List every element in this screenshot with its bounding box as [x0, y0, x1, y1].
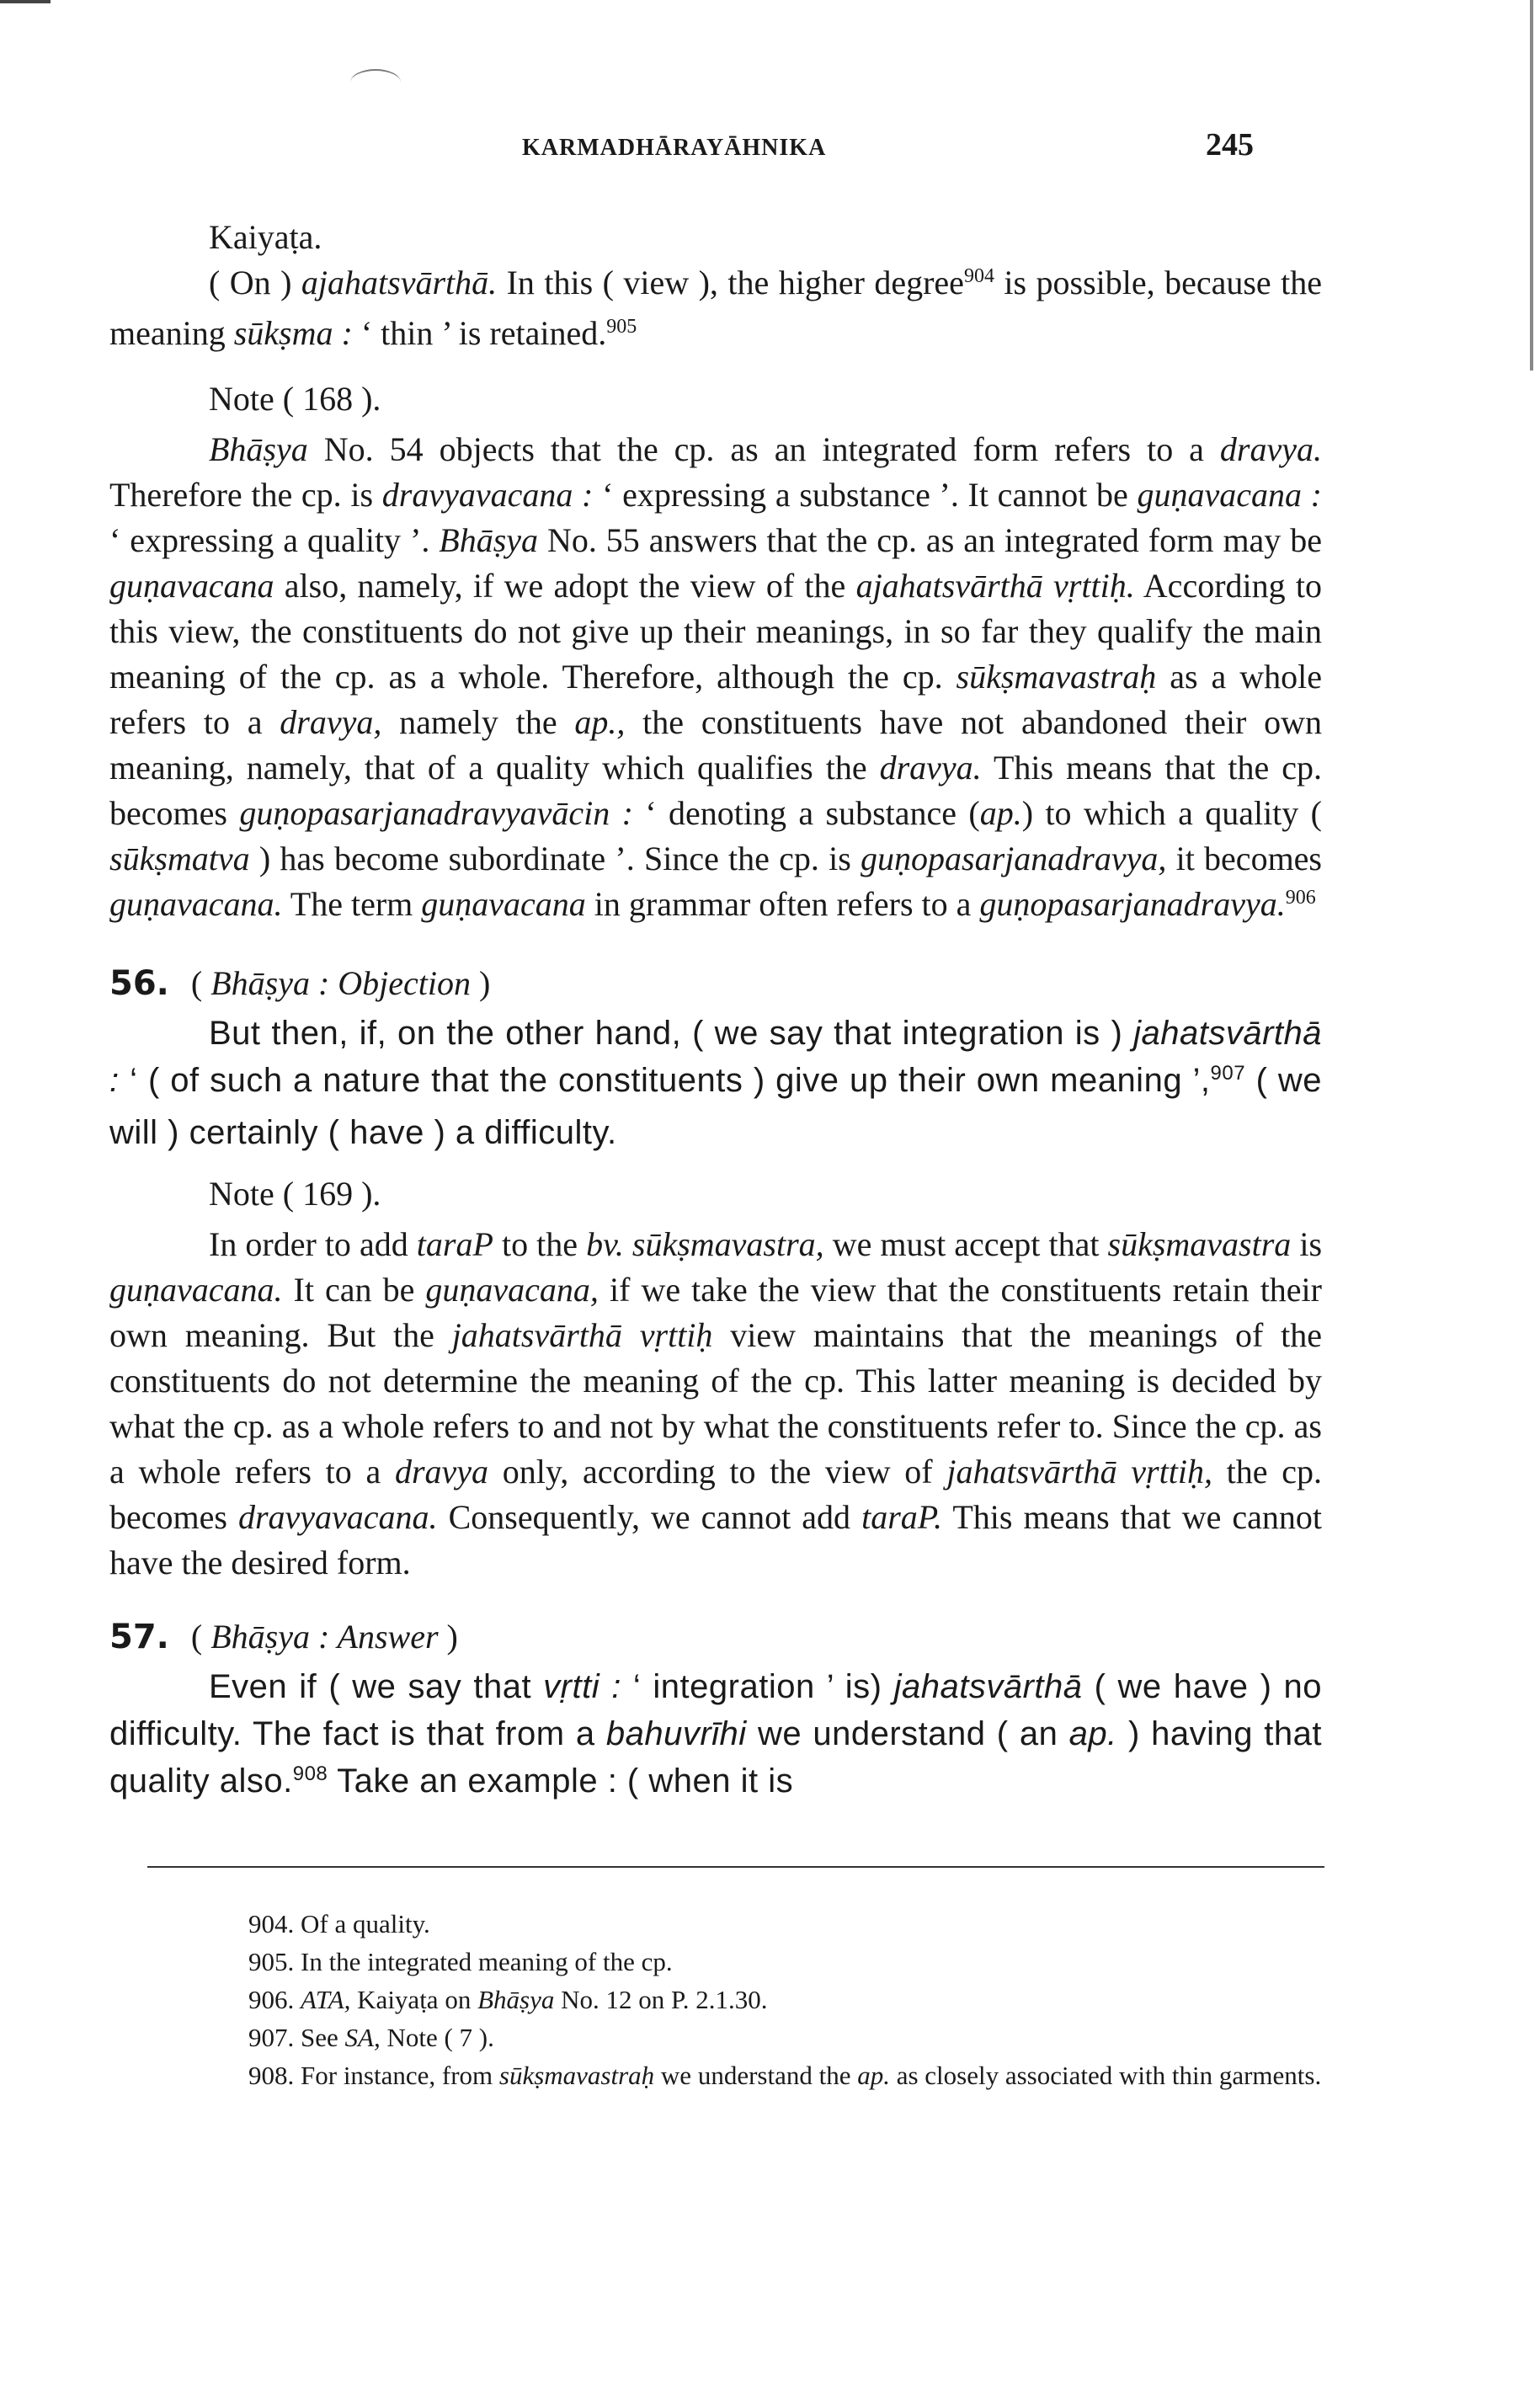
pencil-mark	[350, 69, 401, 96]
section-number: 56.	[109, 964, 169, 1003]
footnote-ref: 906	[1285, 887, 1316, 909]
paragraph: ( On ) ajahatsvārthā. In this ( view ), the higher degree$^{904}$ is possible, because the meaning sūkṣma : ‘ thin ’ is retained.$^{905}$	[109, 264, 1323, 352]
translation-paragraph: Even if ( we say that vṛtti : ‘ integration ’ is) jahatsvārthā ( we have ) no difficulty. The fact is that from a bahuvrīhi we understand ( an ap. ) having that quality also.$^{908}$ Take an example : ( when it is	[109, 1668, 1323, 1800]
section-number: 57.	[109, 1618, 169, 1656]
paragraph: Bhāṣya No. 54 objects that the cp. as an integrated form refers to a dravya. Therefore the cp. is dravyavacana : ‘ expressing a substance ’. It cannot be guṇavacana : ‘ expressing a quality ’. Bhāṣya No. 55 answers that the cp. as an integrated form may be guṇavacana also, namely, if we adopt the view of the ajahatsvārthā vṛttiḥ. According to this view, the constituents do not give up their meanings, in so far they qualify the main meaning of the cp. as a whole. Therefore, although the cp. sūkṣmavastraḥ as a whole refers to a dravya, namely the ap., the constituents have not abandoned their own meaning, namely, that of a quality which qualifies the dravya. This means that the cp. becomes guṇopasarjanadravyavācin : ‘ denoting a substance (ap.) to which a quality ( sūkṣmatva ) has become subordinate ’. Since the cp. is guṇopasarjanadravya, it becomes guṇavacana. The term guṇavacana in grammar often refers to a guṇopasarjanadravya.$^{906}$	[109, 430, 1323, 923]
footnote-904: 904. Of a quality.	[248, 1909, 430, 1938]
footnote-908: 908. For instance, from sūkṣmavastraḥ we understand the ap. as closely associated with thin garments.	[248, 2061, 1322, 2090]
page-number: 245	[1206, 127, 1254, 163]
footnote-906: 906. ATA, Kaiyaṭa on Bhāṣya No. 12 on P. 2.1.30.	[248, 1985, 768, 2014]
translation-paragraph: But then, if, on the other hand, ( we say that integration is ) jahatsvārthā : ‘ ( of such a nature that the constituents ) give up their own meaning ’,$^{907}$ ( we will ) certainly ( have ) a difficulty.	[109, 1015, 1322, 1151]
footnote-905: 905. In the integrated meaning of the cp.	[248, 1947, 673, 1976]
footnote-ref: 905	[606, 316, 637, 338]
section-heading-57: 57. ( Bhāṣya : Answer )	[109, 1618, 458, 1656]
scan-edge-mark	[1530, 0, 1533, 371]
footnote-ref: 904	[963, 265, 994, 287]
footnote-ref: 908	[292, 1762, 328, 1785]
scan-edge-mark	[0, 0, 51, 3]
paragraph: In order to add taraP to the bv. sūkṣmavastra, we must accept that sūkṣmavastra is guṇavacana. It can be guṇavacana, if we take the view that the constituents retain their own meaning. But the jahatsvārthā vṛttiḥ view maintains that the meanings of the constituents do not determine the meaning of the cp. This latter meaning is decided by what the cp. as a whole refers to and not by what the constituents refer to. Since the cp. as a whole refers to a dravya only, according to the view of jahatsvārthā vṛttiḥ, the cp. becomes dravyavacana. Consequently, we cannot add taraP. This means that we cannot have the desired form.	[109, 1225, 1323, 1581]
footnote-ref: 907	[1210, 1062, 1246, 1085]
footnote-divider	[147, 1866, 1324, 1868]
running-head: KARMADHĀRAYĀHNIKA	[522, 135, 827, 161]
note-heading: Note ( 169 ).	[209, 1175, 381, 1213]
paragraph: Kaiyaṭa.	[209, 218, 322, 256]
note-heading: Note ( 168 ).	[209, 380, 381, 418]
footnotes	[147, 1905, 1326, 2094]
section-heading-56: 56. ( Bhāṣya : Objection )	[109, 964, 491, 1003]
footnote-907: 907. See SA, Note ( 7 ).	[248, 2023, 494, 2052]
main-text	[109, 215, 1322, 1810]
